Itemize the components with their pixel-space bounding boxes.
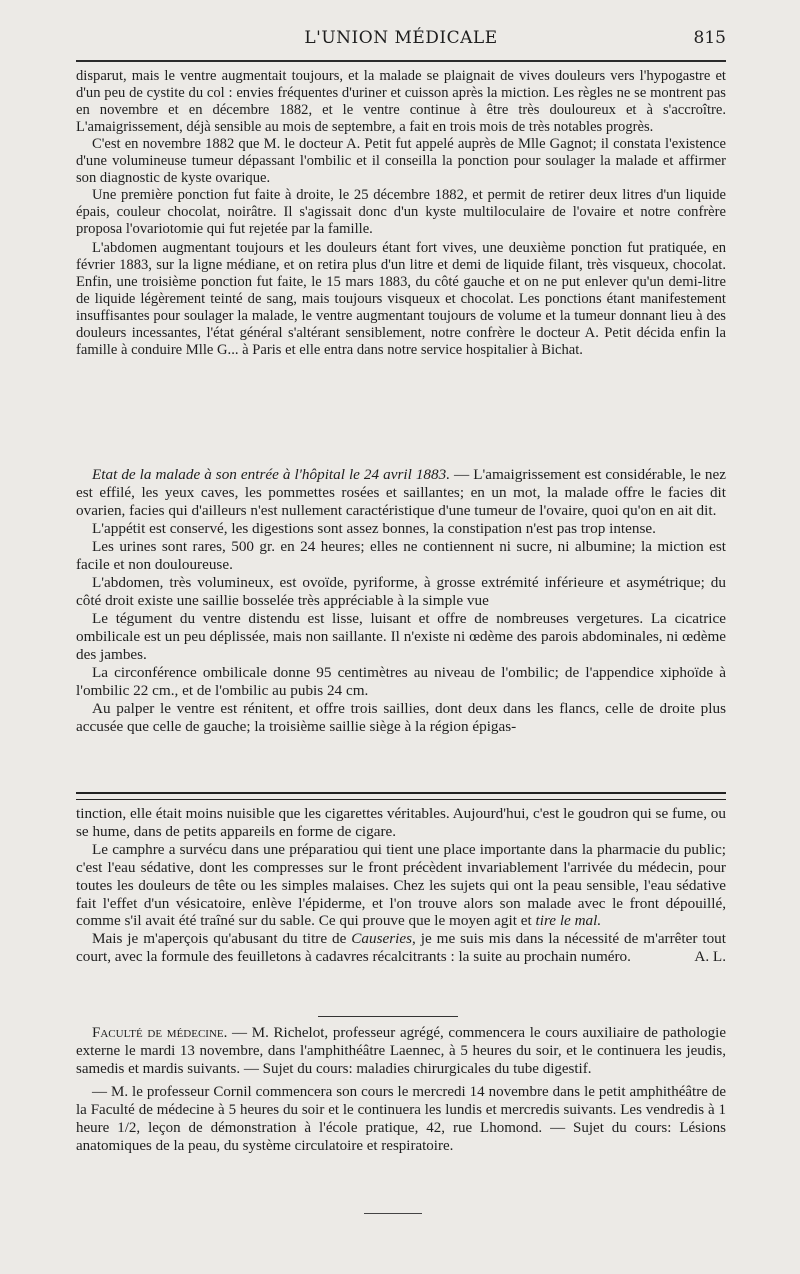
admission-paragraph: L'abdomen, très volumineux, est ovoïde, pyriforme, à grosse extrémité inférieure et asymétrique; du côté droit existe une saillie bosselée très appréciable à la simple vue <box>76 574 726 609</box>
admission-lead-text: — L'amaigrissement est considérable, le nez est effilé, les yeux caves, les pommettes rosées et saillantes; en un mot, la malade offre le facies dit ovarien, facies qui d'ailleurs n'est nullement caractéristique d'une tumeur de l'ovaire, quoi qu'on en ait dit. <box>76 466 727 519</box>
feuilleton-paragraph <box>76 930 726 966</box>
feuilleton-text: , je me suis mis dans la nécessité de m'arrêter tout court, avec la formule des feuilletons à cadavres récalcitrants : la suite au prochain numéro. <box>76 930 726 966</box>
case-paragraph: disparut, mais le ventre augmentait toujours, et la malade se plaignait de vives douleurs vers l'hypogastre et d'un peu de cystite du col : envies fréquentes d'uriner et cuisson après la miction. Les règles ne se montrent pas en novembre et en décembre 1882, et le ventre continue à être très douloureux et à s'accroître. L'amaigrissement, déjà sensible au mois de septembre, a fait en trois mois de très notables progrès. <box>76 68 726 135</box>
case-paragraph: L'abdomen augmentant toujours et les douleurs étant fort vives, une deuxième ponction fut pratiquée, en février 1883, sur la ligne médiane, et on retira plus d'un litre et demi de liquide filant, très visqueux, chocolat. Enfin, une troisième ponction fut faite, le 15 mars 1883, du côté gauche et on ne put enlever qu'un demi-litre de liquide légèrement teinté de sang, mais toujours visqueux et chocolat. Les ponctions étant manifestement insuffisantes pour soulager la malade, le ventre augmentant toujours de volume et la tumeur donnant lieu à des douleurs incessantes, l'état général s'altérant sensiblement, notre confrère le docteur A. Petit décida enfin la famille à conduire Mlle G... à Paris et elle entra dans notre service hospitalier à Bichat. <box>76 240 726 358</box>
news-label: Faculté de médecine. <box>92 1025 228 1041</box>
feuilleton-section <box>76 805 726 966</box>
admission-paragraph: Les urines sont rares, 500 gr. en 24 heures; elles ne contiennent ni sucre, ni albumine; la miction est facile et non douloureuse. <box>76 538 726 573</box>
feuilleton-text: Le camphre a survécu dans une préparatiou qui tient une place importante dans la pharmacie du public; c'est l'eau sédative, dont les compresses sur le front précèdent invariablement l'arrivée du médecin, pour toutes les douleurs de tête ou les simples malaises. Chez les sujets qui ont la peau sensible, l'eau sédative fait l'effet d'un vésicatoire, enlève l'épiderme, et l'on trouve alors son malade avec le front dépouillé, comme s'il avait été traîné sur du sable. Ce qui prouve que le moyen agit et <box>76 840 726 930</box>
news-text: — M. Richelot, professeur agrégé, commencera le cours auxiliaire de pathologie externe le mardi 13 novembre, dans l'amphithéâtre Laennec, à 5 heures du soir, et le continuera les jeudis, samedis et mardis suivants. — Sujet du cours: maladies chirurgicales du tube digestif. <box>76 1025 726 1077</box>
feuilleton-italic: Causeries <box>351 930 413 948</box>
page-number: 815 <box>693 28 726 48</box>
admission-paragraph: Au palper le ventre est rénitent, et offre trois saillies, dont deux dans les flancs, celle de droite plus accusée que celle de gauche; la troisième saillie siège à la région épigas- <box>76 700 726 735</box>
case-paragraph: C'est en novembre 1882 que M. le docteur A. Petit fut appelé auprès de Mlle Gagnot; il constata l'existence d'une volumineuse tumeur dépassant l'ombilic et il conseilla la ponction pour soulager la malade et affirmer son diagnostic de kyste ovarique. <box>76 136 726 186</box>
feuilleton-paragraph <box>76 841 726 931</box>
news-section <box>76 1025 726 1156</box>
admission-section <box>76 466 726 736</box>
running-title: L'UNION MÉDICALE <box>304 28 498 48</box>
news-item <box>76 1025 726 1078</box>
admission-paragraph: La circonférence ombilicale donne 95 centimètres au niveau de l'ombilic; de l'appendice xiphoïde à l'ombilic 22 cm., et de l'ombilic au pubis 24 cm. <box>76 664 726 699</box>
page-header <box>76 28 726 54</box>
feuilleton-paragraph: tinction, elle était moins nuisible que les cigarettes véritables. Aujourd'hui, c'est le goudron qui se fume, ou se hume, dans de petits appareils en forme de cigare. <box>76 805 726 840</box>
news-separator <box>318 1016 458 1017</box>
feuilleton-text: Mais je m'aperçois qu'abusant du titre de <box>92 930 352 948</box>
case-paragraph: Une première ponction fut faite à droite, le 25 décembre 1882, et permit de retirer deux litres d'un liquide épais, couleur chocolat, noirâtre. Il s'agissait donc d'un kyste multiloculaire de l'ovaire et notre confrère proposa l'ovariotomie qui fut rejetée par la famille. <box>76 187 726 237</box>
author-signature: A. L. <box>694 948 726 966</box>
news-item: — M. le professeur Cornil commencera son cours le mercredi 14 novembre dans le petit amphithéâtre de la Faculté de médecine à 5 heures du soir et le continuera les lundis et mercredis suivants. Les vendredis à 1 heure 1/2, leçon de démonstration à l'école pratique, 42, rue Lhomond. — Sujet du cours: Lésions anatomiques de la peau, du système circulatoire et respiratoire. <box>76 1084 726 1154</box>
admission-paragraph: L'appétit est conservé, les digestions sont assez bonnes, la constipation n'est pas trop intense. <box>92 520 656 537</box>
bottom-rule <box>364 1213 422 1214</box>
case-history-section <box>76 68 726 359</box>
feuilleton-italic: tire le mal. <box>535 912 602 930</box>
header-rule <box>76 60 726 62</box>
admission-paragraph: Le tégument du ventre distendu est lisse, luisant et offre de nombreuses vergetures. La cicatrice ombilicale est un peu déplissée, mais non saillante. Il n'existe ni œdème des parois abdominales, ni œdème des jambes. <box>76 610 726 663</box>
feuilleton-separator <box>76 792 726 800</box>
admission-lead <box>76 466 726 520</box>
admission-lead-title: Etat de la malade à son entrée à l'hôpital le 24 avril 1883. <box>92 466 450 483</box>
